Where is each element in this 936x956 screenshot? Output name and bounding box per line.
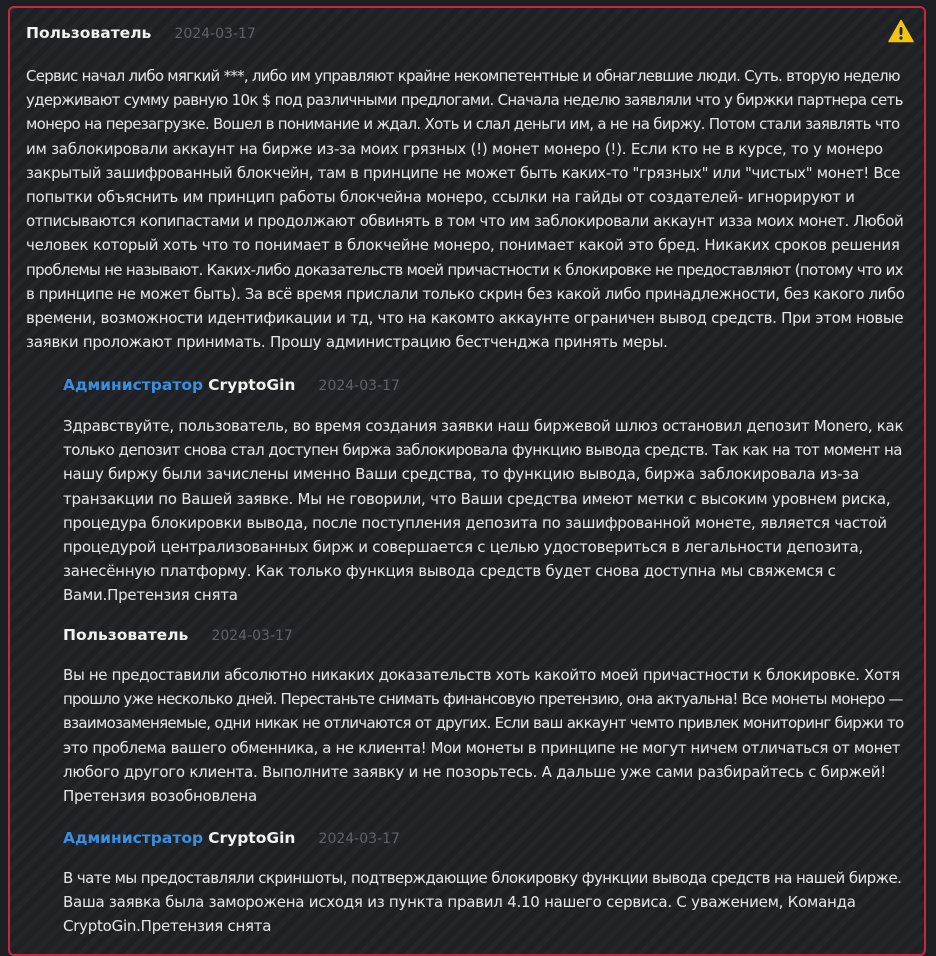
comment-line: это проблема вашего обменника, а не клиента! Мои монеты в принципе не могут ничем отличаться от монет	[63, 738, 901, 757]
comment-line: в принципе не может быть). За всё время прислали только скрин без какой либо принадлежности, без какого либо	[26, 284, 905, 303]
comment-text	[63, 663, 904, 808]
comment-date: 2024-03-17	[174, 26, 256, 42]
comment-text	[26, 64, 904, 354]
comment-text	[63, 414, 904, 608]
user-comment	[26, 23, 904, 354]
comment-line: Вами.Претензия снята	[63, 586, 238, 605]
comment-date: 2024-03-17	[318, 831, 400, 847]
comment-author: CryptoGin	[208, 376, 296, 394]
comment-line: удерживают сумму равную 10к $ под различными предлогами. Сначала неделю заявляли что у биржки партнера сеть	[26, 91, 903, 110]
comment-line: проблемы не называют. Каких-либо доказательств моей причастности к блокировке не предоставляют (потому что их	[26, 260, 903, 279]
comment-line: Претензия возобновлена	[63, 787, 257, 806]
review-card	[8, 6, 926, 956]
comment-line: монеро на перезагрузке. Вошел в понимание и ждал. Хоть и слал деньги им, а не на биржу. Потом стали заявлять что	[26, 115, 900, 134]
comment-line: Ваша заявка была заморожена исходя из пункта правил 4.10 нашего сервиса. С уважением, Команда	[63, 893, 856, 912]
comment-line: попытки объяснить им принцип работы блокчейна монеро, ссылки на гайды от создателей- игнорируют и	[26, 188, 855, 207]
comment-date: 2024-03-17	[318, 378, 400, 394]
comment-line: В чате мы предоставляли скриншоты, подтверждающие блокировку функции вывода средств на нашей бирже.	[63, 869, 902, 887]
comment-date: 2024-03-17	[211, 628, 293, 644]
comment-line: отписываются копипастами и продолжают обвинять в том что им заблокировали аккаунт изза моих монет. Любой	[26, 212, 904, 231]
comment-line: любого другого клиента. Выполните заявку и не позорьтесь. А дальше уже сами разбирайтесь с биржей!	[63, 762, 887, 781]
comment-line: заявки проложают принимать. Прошу администрацию бестченджа принять меры.	[26, 333, 668, 352]
comment-line: Сервис начал либо мягкий ***, либо им управляют крайне некомпетентные и обнаглевшие люди. Суть. вторую неделю	[26, 67, 900, 85]
comment-text	[63, 866, 904, 939]
admin-role-label: Администратор	[63, 829, 204, 847]
comment-line: человек который хоть что то понимает в блокчейне монеро, понимает какой это бред. Никаких сроков решения	[26, 236, 900, 255]
comment-line: прошло уже несколько дней. Перестаньте снимать финансовую претензию, она актуальна! Все монеты монеро —	[63, 690, 903, 709]
comment-author: Пользователь	[26, 24, 152, 42]
comment-line: им заблокировали аккаунт на бирже из-за моих грязных (!) монет монеро (!). Если кто не в курсе, то у монеро	[26, 139, 883, 158]
comment-line: времени, возможности идентификации и тд, что на какомто аккаунте ограничен вывод средств. При этом новые	[26, 309, 904, 328]
admin-role-label: Администратор	[63, 376, 204, 394]
comment-line: Здравствуйте, пользователь, во время создания заявки наш биржевой шлюз остановил депозит Monero, как	[63, 417, 904, 435]
admin-reply	[63, 828, 904, 939]
comment-line: закрытый зашифрованный блокчейн, там в принципе не может быть каких-то "грязных" или "чистых" монет! Все	[26, 163, 901, 182]
comment-line: процедурой централизованных бирж и совершается с целью удостовериться в легальности депозита,	[63, 538, 863, 557]
comment-author: CryptoGin	[208, 829, 296, 847]
comment-header	[63, 375, 904, 395]
comment-header	[63, 625, 904, 645]
admin-reply	[63, 375, 904, 608]
comment-line: CryptoGin.Претензия снята	[63, 917, 272, 936]
comment-line: Вы не предоставили абсолютно никаких доказательств хоть какойто моей причастности к блокировке. Хотя	[63, 666, 900, 684]
comment-line: взаимозаменяемые, одни никак не отличаются от других. Если ваш аккаунт чемто привлек мониторинг биржи то	[63, 714, 904, 733]
comment-author: Пользователь	[63, 626, 189, 644]
comment-line: только депозит снова стал доступен биржа заблокировала функцию вывода средств. Так как на тот момент на	[63, 441, 902, 460]
comment-header	[63, 828, 904, 848]
comment-header	[26, 23, 904, 43]
user-reply	[63, 625, 904, 808]
comment-line: процедура блокировки вывода, после поступления депозита по зашифрованной монете, является частой	[63, 513, 887, 532]
comment-line: нашу биржу были зачислены именно Ваши средства, то функцию вывода, биржа заблокировала из-за	[63, 465, 859, 484]
comment-line: занесённую платформу. Как только функция вывода средств будет снова доступна мы свяжемся с	[63, 562, 836, 581]
comment-line: транзакции по Вашей заявке. Мы не говорили, что Ваши средства имеют метки с высоким уровнем риска,	[63, 489, 891, 508]
